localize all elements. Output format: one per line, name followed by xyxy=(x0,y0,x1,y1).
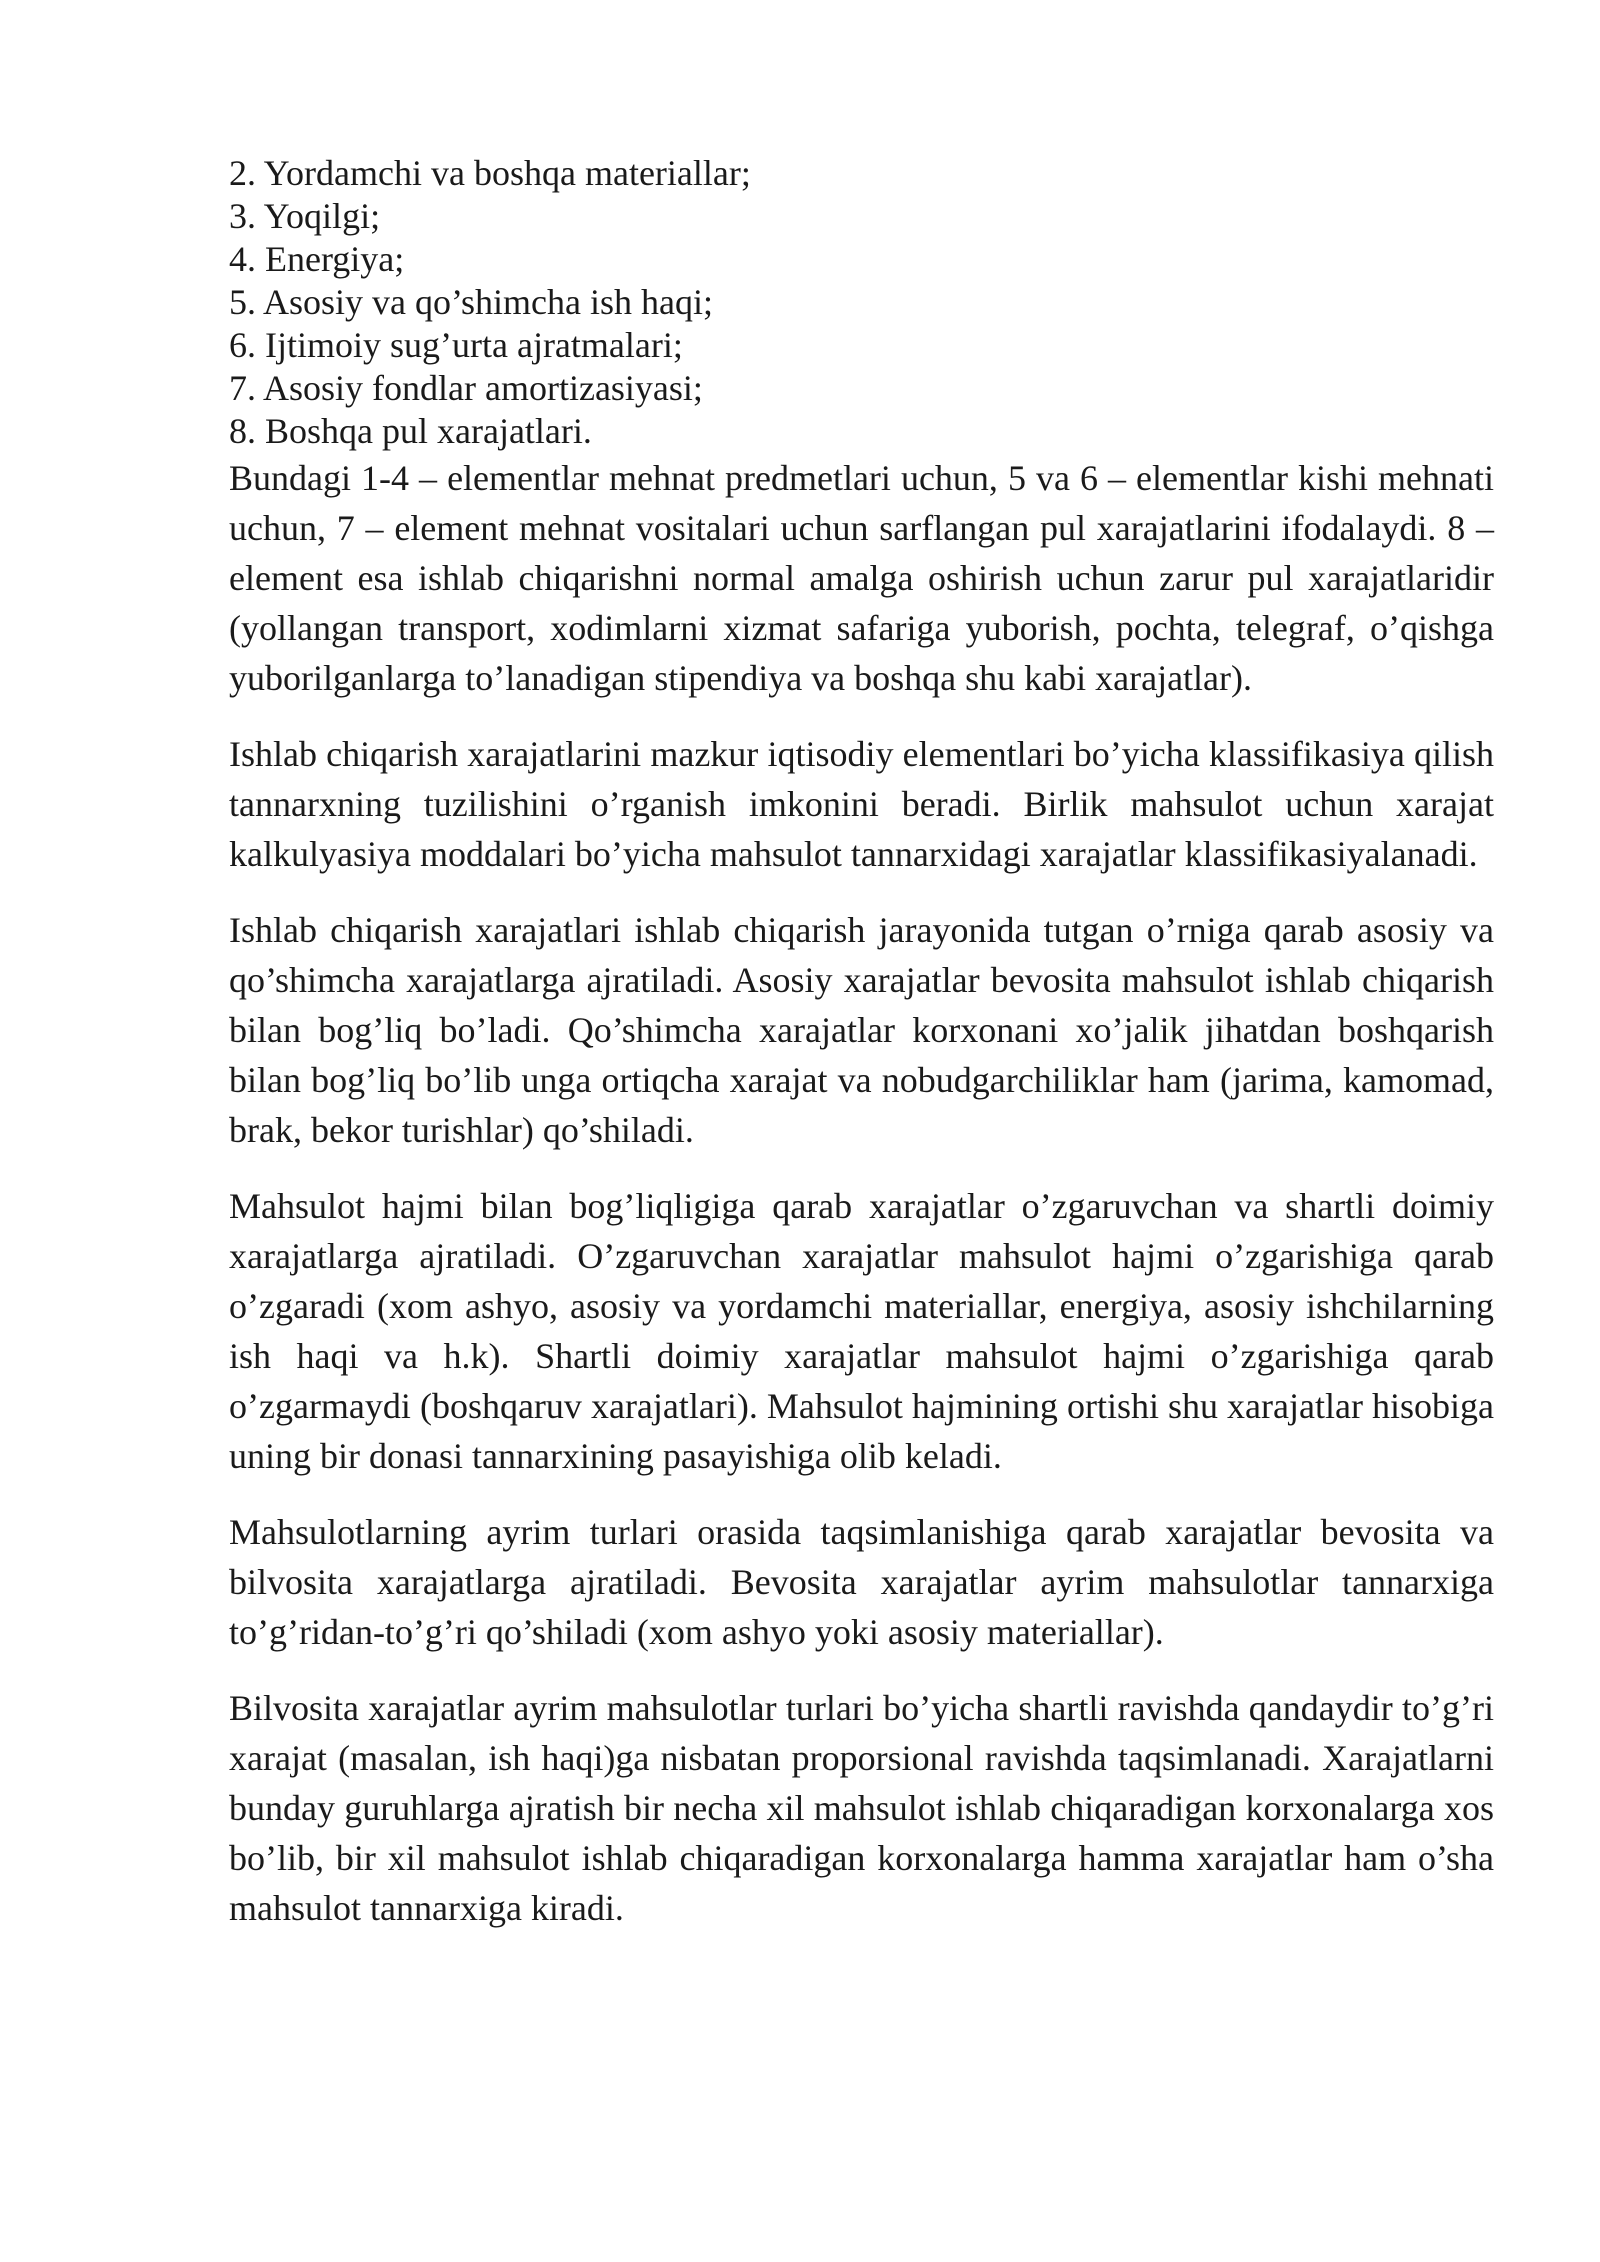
paragraph: Mahsulotlarning ayrim turlari orasida taqsimlanishiga qarab xarajatlar bevosita va bilvosita xarajatlarga ajratiladi. Bevosita xarajatlar ayrim mahsulotlar tannarxiga to’g’ridan-to’g’ri qo’shiladi (xom ashyo yoki asosiy materiallar). xyxy=(229,1512,1494,1652)
list-item: 6. Ijtimoiy sug’urta ajratmalari; xyxy=(229,325,683,365)
paragraph: Mahsulot hajmi bilan bog’liqligiga qarab xarajatlar o’zgaruvchan va shartli doimiy xarajatlarga ajratiladi. O’zgaruvchan xarajatlar mahsulot hajmi o’zgarishiga qarab o’zgaradi (xom ashyo, asosiy va yordamchi materiallar, energiya, asosiy ishchilarning ish haqi va h.k). Shartli doimiy xarajatlar mahsulot hajmi o’zgarishiga qarab o’zgarmaydi (boshqaruv xarajatlari). Mahsulot hajmining ortishi shu xarajatlar hisobiga uning bir donasi tannarxining pasayishiga olib keladi. xyxy=(229,1186,1494,1476)
list-item: 3. Yoqilgi; xyxy=(229,196,381,236)
list-item: 5. Asosiy va qo’shimcha ish haqi; xyxy=(229,282,713,322)
list-item: 2. Yordamchi va boshqa materiallar; xyxy=(229,153,751,193)
paragraph: Ishlab chiqarish xarajatlari ishlab chiqarish jarayonida tutgan o’rniga qarab asosiy va qo’shimcha xarajatlarga ajratiladi. Asosiy xarajatlar bevosita mahsulot ishlab chiqarish bilan bog’liq bo’ladi. Qo’shimcha xarajatlar korxonani xo’jalik jihatdan boshqarish bilan bog’liq bo’lib unga ortiqcha xarajat va nobudgarchiliklar ham (jarima, kamomad, brak, bekor turishlar) qo’shiladi. xyxy=(229,910,1494,1150)
list-item: 8. Boshqa pul xarajatlari. xyxy=(229,411,592,451)
paragraph: Ishlab chiqarish xarajatlarini mazkur iqtisodiy elementlari bo’yicha klassifikasiya qilish tannarxning tuzilishini o’rganish imkonini beradi. Birlik mahsulot uchun xarajat kalkulyasiya moddalari bo’yicha mahsulot tannarxidagi xarajatlar klassifikasiyalanadi. xyxy=(229,734,1494,874)
document-body xyxy=(229,152,1494,1933)
cost-elements-list xyxy=(229,152,1494,453)
list-item: 7. Asosiy fondlar amortizasiyasi; xyxy=(229,368,703,408)
list-item: 4. Energiya; xyxy=(229,239,405,279)
paragraph: Bundagi 1-4 – elementlar mehnat predmetlari uchun, 5 va 6 – elementlar kishi mehnati uchun, 7 – element mehnat vositalari uchun sarflangan pul xarajatlarini ifodalaydi. 8 – element esa ishlab chiqarishni normal amalga oshirish uchun zarur pul xarajatlaridir (yollangan transport, xodimlarni xizmat safariga yuborish, pochta, telegraf, o’qishga yuborilganlarga to’lanadigan stipendiya va boshqa shu kabi xarajatlar). xyxy=(229,458,1494,698)
paragraph: Bilvosita xarajatlar ayrim mahsulotlar turlari bo’yicha shartli ravishda qandaydir to’g’ri xarajat (masalan, ish haqi)ga nisbatan proporsional ravishda taqsimlanadi. Xarajatlarni bunday guruhlarga ajratish bir necha xil mahsulot ishlab chiqaradigan korxonalarga xos bo’lib, bir xil mahsulot ishlab chiqaradigan korxonalarga hamma xarajatlar ham o’sha mahsulot tannarxiga kiradi. xyxy=(229,1688,1494,1928)
